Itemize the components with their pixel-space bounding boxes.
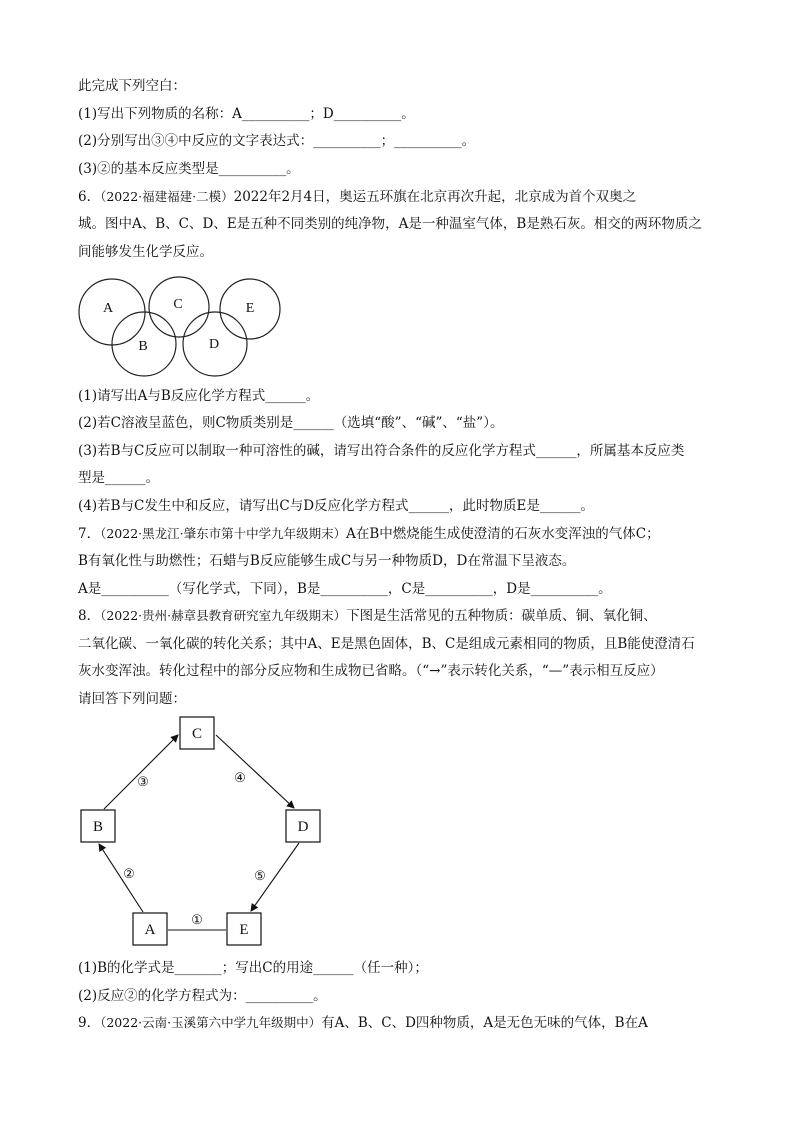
q9-source: （2022·云南·玉溪第六中学九年级期中） [100,1015,322,1030]
edge-label-3: ③ [137,774,149,789]
arrow-c-to-d [216,735,294,808]
q9-text: 有A、B、C、D四种物质，A是无色无味的气体，B在A [321,1015,648,1031]
q6-part1: (1)请写出A与B反应化学方程式______。 [78,388,320,404]
q8-stem-line3: 灰水变浑浊。转化过程中的部分反应物和生成物已省略。（“→”表示转化关系，“—”表示相互反应） [78,663,664,679]
q8-part1: (1)B的化学式是_______；写出C的用途______（任一种）； [78,960,428,976]
q8-number: 8． [78,608,101,624]
node-c-label: C [191,726,203,742]
q7-stem-line2: B有氧化性与助燃性；石蜡与B反应能够生成C与另一种物质D，D在常温下呈液态。 [78,553,576,569]
q6-part3-line2: 型是______。 [78,470,159,486]
q8-part2: (2)反应②的化学方程式为：__________。 [78,988,327,1004]
ring-label-b: B [138,339,148,354]
q6-stem-line1 [78,187,636,207]
q8-stem-line1 [78,606,657,626]
q7-number: 7． [78,526,101,542]
q8-stem-line2: 二氧化碳、一氧化碳的转化关系；其中A、E是黑色固体，B、C是组成元素相同的物质，且B能使澄清石 [78,636,695,652]
q7-answer-line: A是__________（写化学式，下同），B是__________，C是__________，D是__________。 [78,581,612,597]
transformation-flow-diagram [70,712,330,952]
ring-label-d: D [208,337,220,352]
node-d-label: D [297,819,309,835]
q6-part4: (4)若B与C发生中和反应，请写出C与D反应化学方程式______，此时物质E是______。 [78,498,594,514]
q7-stem-line1 [78,524,660,544]
ring-label-a: A [102,301,114,316]
arrow-b-to-c [104,735,178,809]
edge-label-1: ① [191,912,203,927]
q6-part2: (2)若C溶液呈蓝色，则C物质类别是______（选填“酸”、“碱”、“盐”）。 [78,415,504,431]
q6-source: （2022·福建福建·二模） [100,189,234,204]
olympic-rings-diagram [76,276,286,384]
node-e-label: E [239,922,249,938]
q7-source: （2022·黑龙江·肇东市第十中学九年级期末） [100,526,347,541]
q5-part3: (3)②的基本反应类型是__________。 [78,161,300,177]
q7-text: A在B中燃烧能生成使澄清的石灰水变浑浊的气体C； [346,526,660,542]
q6-stem-line3: 间能够发生化学反应。 [78,244,213,260]
q9-stem-line1 [78,1013,648,1033]
node-a-label: A [144,922,156,938]
q6-text: 2022年2月4日，奥运五环旗在北京再次升起，北京成为首个双奥之 [233,189,637,205]
q5-part1: (1)写出下列物质的名称：A__________；D__________。 [78,106,415,122]
edge-label-5: ⑤ [254,868,266,883]
q6-number: 6． [78,189,101,205]
node-b-label: B [92,819,104,835]
arrow-a-to-b [99,844,143,912]
q8-source: （2022·贵州·赫章县教育研究室九年级期末） [100,608,347,623]
q6-stem-line2: 城。图中A、B、C、D、E是五种不同类别的纯净物，A是一种温室气体，B是熟石灰。相交的两环物质之 [78,216,702,232]
ring-label-e: E [245,301,255,316]
intro-line: 此完成下列空白： [78,78,186,94]
q8-text: 下图是生活常见的五种物质：碳单质、铜、氧化铜、 [346,608,657,624]
edge-label-4: ④ [234,770,246,785]
ring-label-c: C [173,297,183,312]
q8-stem-line4: 请回答下列问题： [78,691,186,707]
q9-number: 9． [78,1015,101,1031]
q5-part2: (2)分别写出③④中反应的文字表达式：__________；__________。 [78,133,476,149]
edge-label-2: ② [123,866,135,881]
q6-part3-line1: (3)若B与C反应可以制取一种可溶性的碱，请写出符合条件的反应化学方程式______，所属基本反应类 [78,443,685,459]
